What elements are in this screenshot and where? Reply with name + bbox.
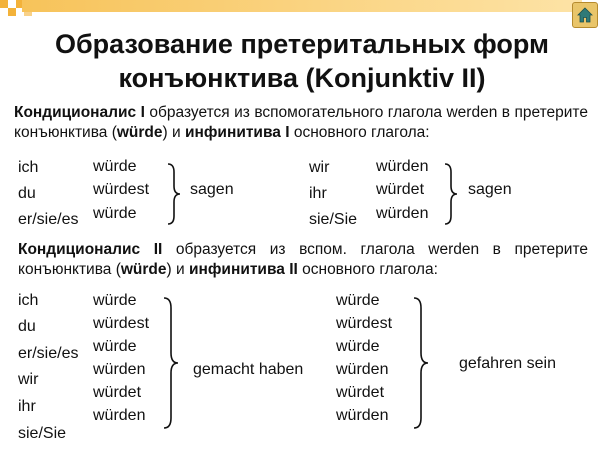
aux-form: würde xyxy=(93,158,137,175)
section1-infinitive: инфинитива I xyxy=(184,124,290,141)
pronoun: ihr xyxy=(18,398,36,415)
pronoun: sie/Sie xyxy=(18,425,67,442)
page-title-line-1: Образование претеритальных форм xyxy=(55,29,549,59)
page-title-line-2: конъюнктива (Konjunktiv II) xyxy=(118,63,486,93)
aux-form: würden xyxy=(336,407,389,424)
pronoun: ich xyxy=(18,159,39,176)
main-verb: sagen xyxy=(468,181,512,198)
home-button[interactable] xyxy=(572,2,598,28)
pronoun: du xyxy=(18,185,36,202)
section2-term: Кондиционалис II xyxy=(18,241,163,258)
aux-form: würdest xyxy=(93,181,150,198)
pronoun: ich xyxy=(18,292,39,309)
aux-form: würde xyxy=(93,338,137,355)
section1-text2: ) и xyxy=(162,124,185,141)
pronoun: ihr xyxy=(309,185,327,202)
pronoun: er/sie/es xyxy=(18,345,79,362)
section2-aux: würde xyxy=(120,261,167,278)
main-verb: sagen xyxy=(190,181,234,198)
aux-form: würden xyxy=(93,361,146,378)
aux-form: würden xyxy=(376,205,429,222)
pronoun: du xyxy=(18,318,36,335)
section1-aux: würde xyxy=(116,124,163,141)
aux-form: würde xyxy=(336,292,380,309)
pronoun: sie/Sie xyxy=(309,211,358,228)
aux-form: würdet xyxy=(93,384,142,401)
section2-text2: ) и xyxy=(166,261,189,278)
header-gradient-bar xyxy=(22,0,582,12)
section1-text3: основного глагола: xyxy=(289,124,430,141)
section1-text: образуется из вспомогательного глагола werden в претерите конъюнктива ( xyxy=(14,104,588,141)
aux-form: würde xyxy=(93,292,137,309)
section2-text: образуется из вспом. глагола werden в претерите конъюнктива ( xyxy=(18,241,588,278)
brace-right xyxy=(412,296,430,430)
main-verb: gemacht haben xyxy=(193,361,304,378)
section2-text3: основного глагола: xyxy=(297,261,438,278)
aux-form: würdet xyxy=(376,181,425,198)
section1-description xyxy=(14,103,588,143)
pronoun: wir xyxy=(309,159,330,176)
aux-form: würde xyxy=(93,205,137,222)
aux-form: würdest xyxy=(93,315,150,332)
aux-form: würdet xyxy=(336,384,385,401)
pronoun: wir xyxy=(18,371,39,388)
section1-term: Кондиционалис I xyxy=(14,104,145,121)
home-icon xyxy=(576,6,594,24)
aux-form: würden xyxy=(376,158,429,175)
aux-form: würden xyxy=(336,361,389,378)
main-verb: gefahren sein xyxy=(459,355,556,372)
section2-infinitive: инфинитива II xyxy=(188,261,298,278)
brace-right xyxy=(162,296,180,430)
aux-form: würdest xyxy=(336,315,393,332)
section2-description xyxy=(18,240,588,280)
aux-form: würden xyxy=(93,407,146,424)
pronoun: er/sie/es xyxy=(18,211,79,228)
brace-right xyxy=(443,162,459,226)
aux-form: würde xyxy=(336,338,380,355)
brace-right xyxy=(166,162,182,226)
